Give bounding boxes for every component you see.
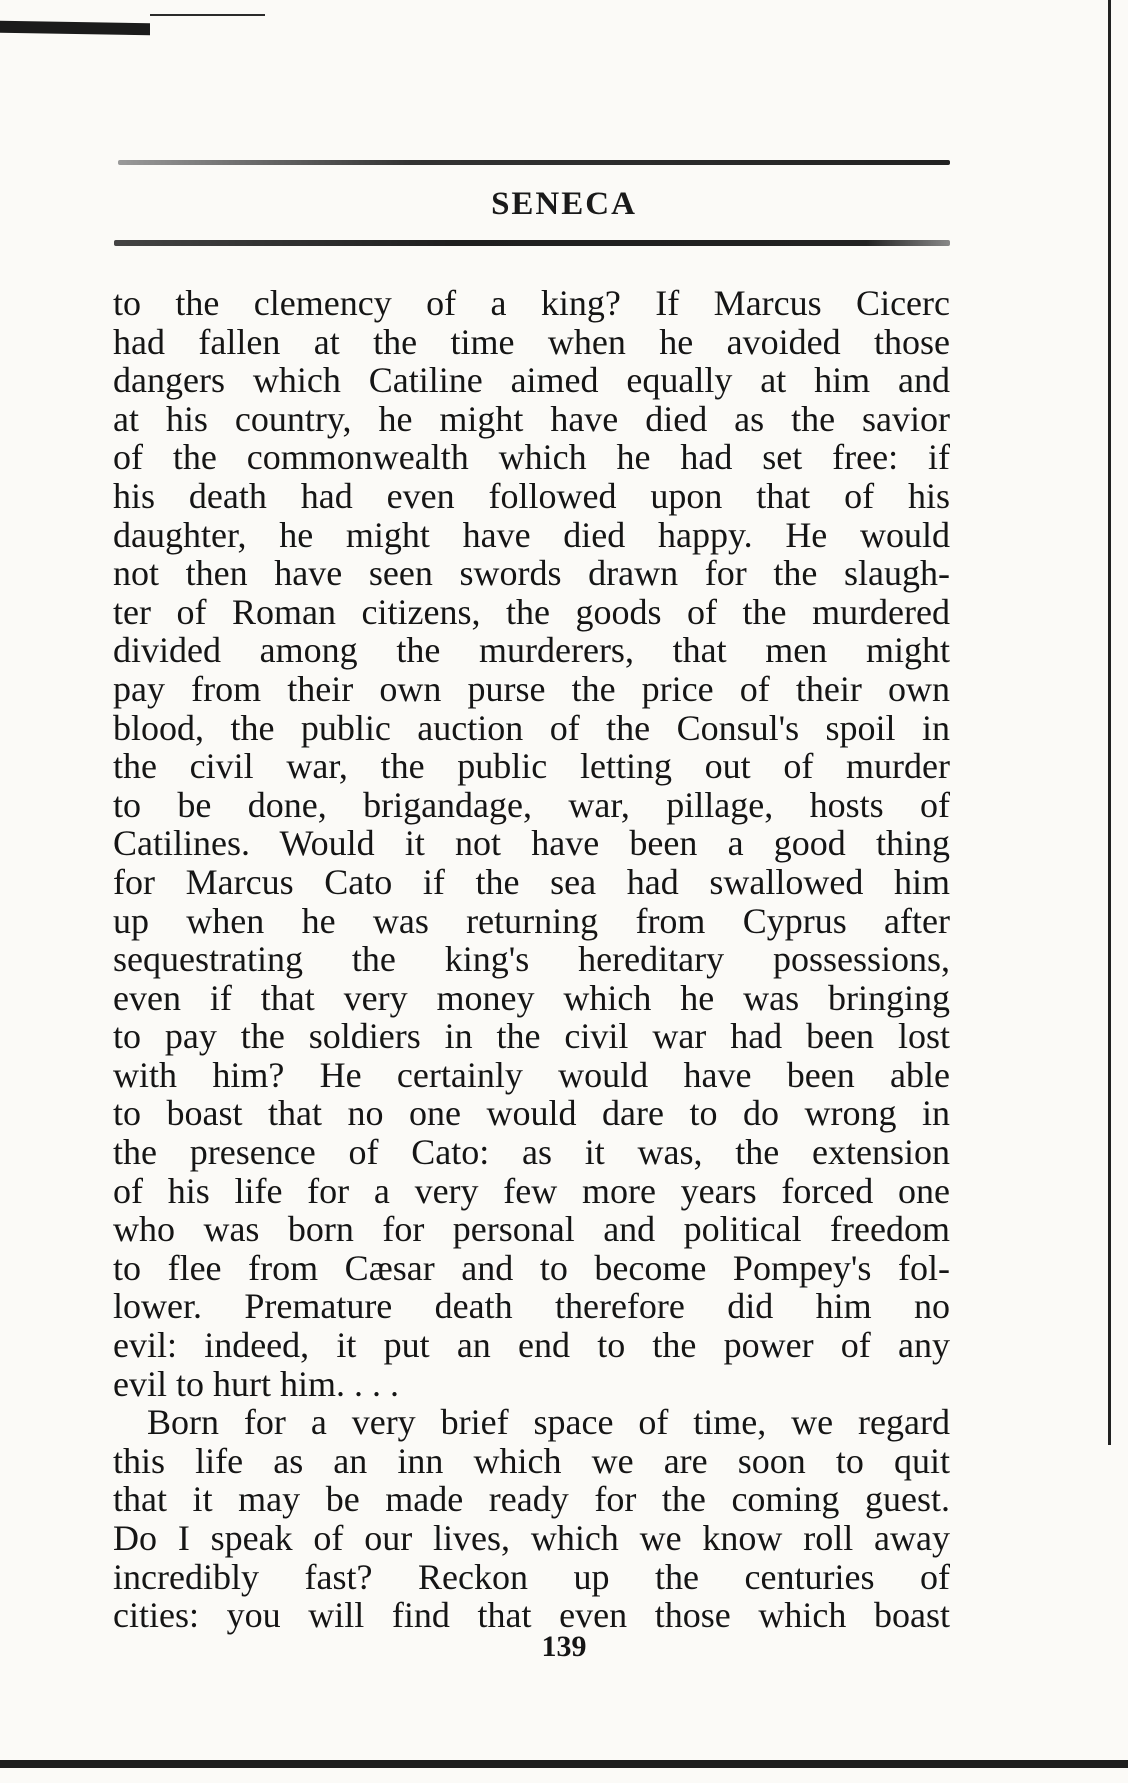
scan-edge-mark-thin: [150, 14, 265, 16]
text-line: had fallen at the time when he avoided those: [113, 321, 950, 362]
text-line: dangers which Catiline aimed equally at him and: [113, 360, 950, 401]
text-line: up when he was returning from Cyprus after: [113, 900, 950, 941]
text-line: to the clemency of a king? If Marcus Cicerc: [113, 283, 950, 323]
text-line: sequestrating the king's hereditary possessions,: [113, 939, 950, 980]
header-rule-bottom: [114, 240, 950, 246]
text-line: not then have seen swords drawn for the slaugh-: [113, 553, 950, 594]
scan-edge-mark: [0, 21, 150, 36]
text-line: incredibly fast? Reckon up the centuries of: [113, 1556, 950, 1597]
text-line: for Marcus Cato if the sea had swallowed him: [113, 861, 950, 902]
page-number: 139: [541, 1630, 587, 1663]
text-line: ter of Roman citizens, the goods of the murdered: [113, 591, 950, 632]
text-line: with him? He certainly would have been able: [113, 1054, 950, 1095]
text-line: the civil war, the public letting out of murder: [113, 746, 950, 787]
text-line: his death had even followed upon that of his: [113, 475, 950, 516]
text-line: pay from their own purse the price of their own: [113, 668, 950, 709]
text-line: evil: indeed, it put an end to the power of any: [113, 1325, 950, 1366]
text-line: the presence of Cato: as it was, the extension: [113, 1132, 950, 1173]
paragraph-end-line: evil to hurt him. . . .: [113, 1363, 399, 1404]
header-rule-top: [118, 160, 950, 165]
running-head: SENECA: [491, 186, 637, 222]
text-line: divided among the murderers, that men might: [113, 630, 950, 671]
text-line: blood, the public auction of the Consul's spoil in: [113, 707, 950, 748]
text-line: Catilines. Would it not have been a good thing: [113, 823, 950, 864]
text-line: even if that very money which he was bringing: [113, 977, 950, 1018]
paragraph-first-line: Born for a very brief space of time, we regard: [147, 1402, 950, 1443]
text-line: who was born for personal and political freedom: [113, 1209, 950, 1250]
text-line: Do I speak of our lives, which we know roll away: [113, 1518, 950, 1558]
text-line: to flee from Cæsar and to become Pompey's fol-: [113, 1247, 950, 1288]
text-line: daughter, he might have died happy. He would: [113, 514, 950, 555]
body-text: [113, 284, 950, 1635]
text-line: lower. Premature death therefore did him no: [113, 1286, 950, 1327]
text-line: of his life for a very few more years forced one: [113, 1170, 950, 1211]
text-line: to pay the soldiers in the civil war had been lost: [113, 1016, 950, 1057]
text-line: to boast that no one would dare to do wrong in: [113, 1093, 950, 1134]
text-line: this life as an inn which we are soon to quit: [113, 1440, 950, 1481]
text-line: of the commonwealth which he had set free: if: [113, 437, 950, 478]
text-line: cities: you will find that even those which boast: [113, 1595, 950, 1636]
text-line: that it may be made ready for the coming guest.: [113, 1479, 950, 1520]
text-line: at his country, he might have died as the savior: [113, 398, 950, 439]
text-line: to be done, brigandage, war, pillage, hosts of: [113, 784, 950, 825]
scan-bottom-edge: [0, 1760, 1128, 1768]
